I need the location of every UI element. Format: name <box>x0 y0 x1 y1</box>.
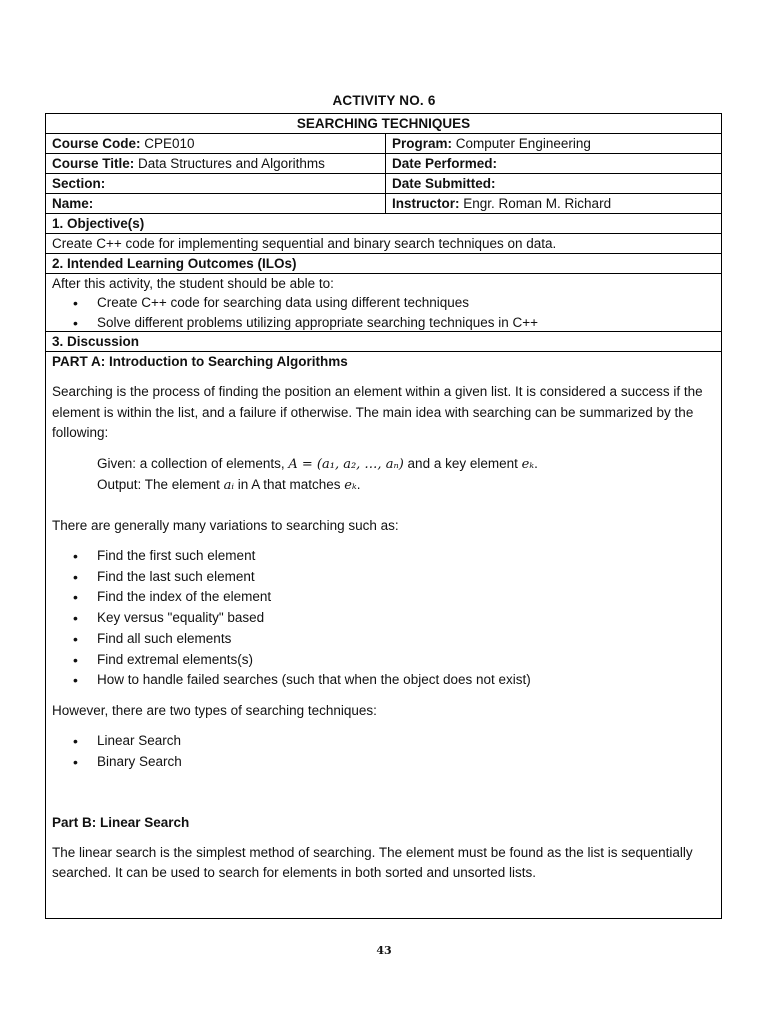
name-row <box>46 194 721 214</box>
course-code-cell: Course Code: CPE010 <box>46 134 386 153</box>
list-item: • Solve different problems utilizing appropriate searching techniques in C++ <box>97 313 715 333</box>
para-line: following: <box>52 425 109 440</box>
course-code-value: CPE010 <box>144 136 195 151</box>
instructor-value: Engr. Roman M. Richard <box>463 196 612 211</box>
types-intro: However, there are two types of searching techniques: <box>52 702 377 718</box>
objective-text-row <box>46 234 721 254</box>
output-line: Output: The element aᵢ in A that matches eₖ. <box>97 476 361 493</box>
list-item: • Linear Search <box>97 731 715 752</box>
list-item: • Find extremal elements(s) <box>97 650 715 671</box>
instructor-cell: Instructor: Engr. Roman M. Richard <box>392 196 612 211</box>
list-item: • Find the last such element <box>97 567 715 588</box>
objective-text: Create C++ code for implementing sequential and binary search techniques on data. <box>52 236 557 251</box>
para-line: searched. It can be used to search for elements in both sorted and unsorted lists. <box>52 865 537 881</box>
list-item: • Find the first such element <box>97 546 715 567</box>
activity-title: ACTIVITY NO. 6 <box>332 93 436 108</box>
page-number: 43 <box>376 944 392 957</box>
para-line: Searching is the process of finding the position an element within a given list. It is considered a success if the <box>52 384 703 399</box>
math-key: eₖ <box>344 477 357 493</box>
types-list <box>52 731 715 772</box>
date-performed-cell: Date Performed: <box>392 156 498 171</box>
ilo-list <box>52 293 715 333</box>
discussion-heading-row <box>46 332 721 352</box>
math-key: eₖ <box>521 456 535 472</box>
part-b-title: Part B: Linear Search <box>52 814 190 830</box>
list-item: • How to handle failed searches (such that when the object does not exist) <box>97 670 715 691</box>
ilo-block <box>46 274 721 332</box>
course-code-row <box>46 134 721 154</box>
ilo-heading: 2. Intended Learning Outcomes (ILOs) <box>52 256 297 271</box>
ilo-heading-row <box>46 254 721 274</box>
objective-heading: 1. Objective(s) <box>52 216 145 231</box>
variations-list <box>52 546 715 691</box>
list-item: • Find all such elements <box>97 629 715 650</box>
course-title-value: Data Structures and Algorithms <box>138 156 325 171</box>
math-element: aᵢ <box>223 477 234 493</box>
topic-row <box>46 114 721 134</box>
section-row <box>46 174 721 194</box>
math-expression: A = (a₁, a₂, …, aₙ) <box>288 456 404 472</box>
part-a-title: PART A: Introduction to Searching Algorithms <box>52 354 348 369</box>
list-item: • Create C++ code for searching data using different techniques <box>97 293 715 313</box>
objective-heading-row <box>46 214 721 234</box>
date-submitted-cell: Date Submitted: <box>392 176 496 191</box>
given-line: Given: a collection of elements, A = (a₁, a₂, …, aₙ) and a key element eₖ. <box>97 455 538 472</box>
program-cell: Program: Computer Engineering <box>392 136 591 151</box>
program-value: Computer Engineering <box>455 136 591 151</box>
discussion-body <box>46 352 721 884</box>
para-line: element is within the list, and a failure if otherwise. The main idea with searching can be summarized by the <box>52 404 694 420</box>
activity-sheet <box>45 113 722 919</box>
course-title-row <box>46 154 721 174</box>
list-item: • Key versus "equality" based <box>97 608 715 629</box>
discussion-heading: 3. Discussion <box>52 334 140 349</box>
course-title-cell: Course Title: Data Structures and Algorithms <box>46 154 386 173</box>
ilo-intro: After this activity, the student should be able to: <box>52 276 334 291</box>
variations-intro: There are generally many variations to searching such as: <box>52 517 399 533</box>
list-item: • Binary Search <box>97 752 715 773</box>
list-item: • Find the index of the element <box>97 587 715 608</box>
section-cell: Section: <box>46 174 386 193</box>
topic-title: SEARCHING TECHNIQUES <box>296 116 471 131</box>
para-line: The linear search is the simplest method of searching. The element must be found as the list is sequentially <box>52 844 693 860</box>
name-cell: Name: <box>46 194 386 213</box>
